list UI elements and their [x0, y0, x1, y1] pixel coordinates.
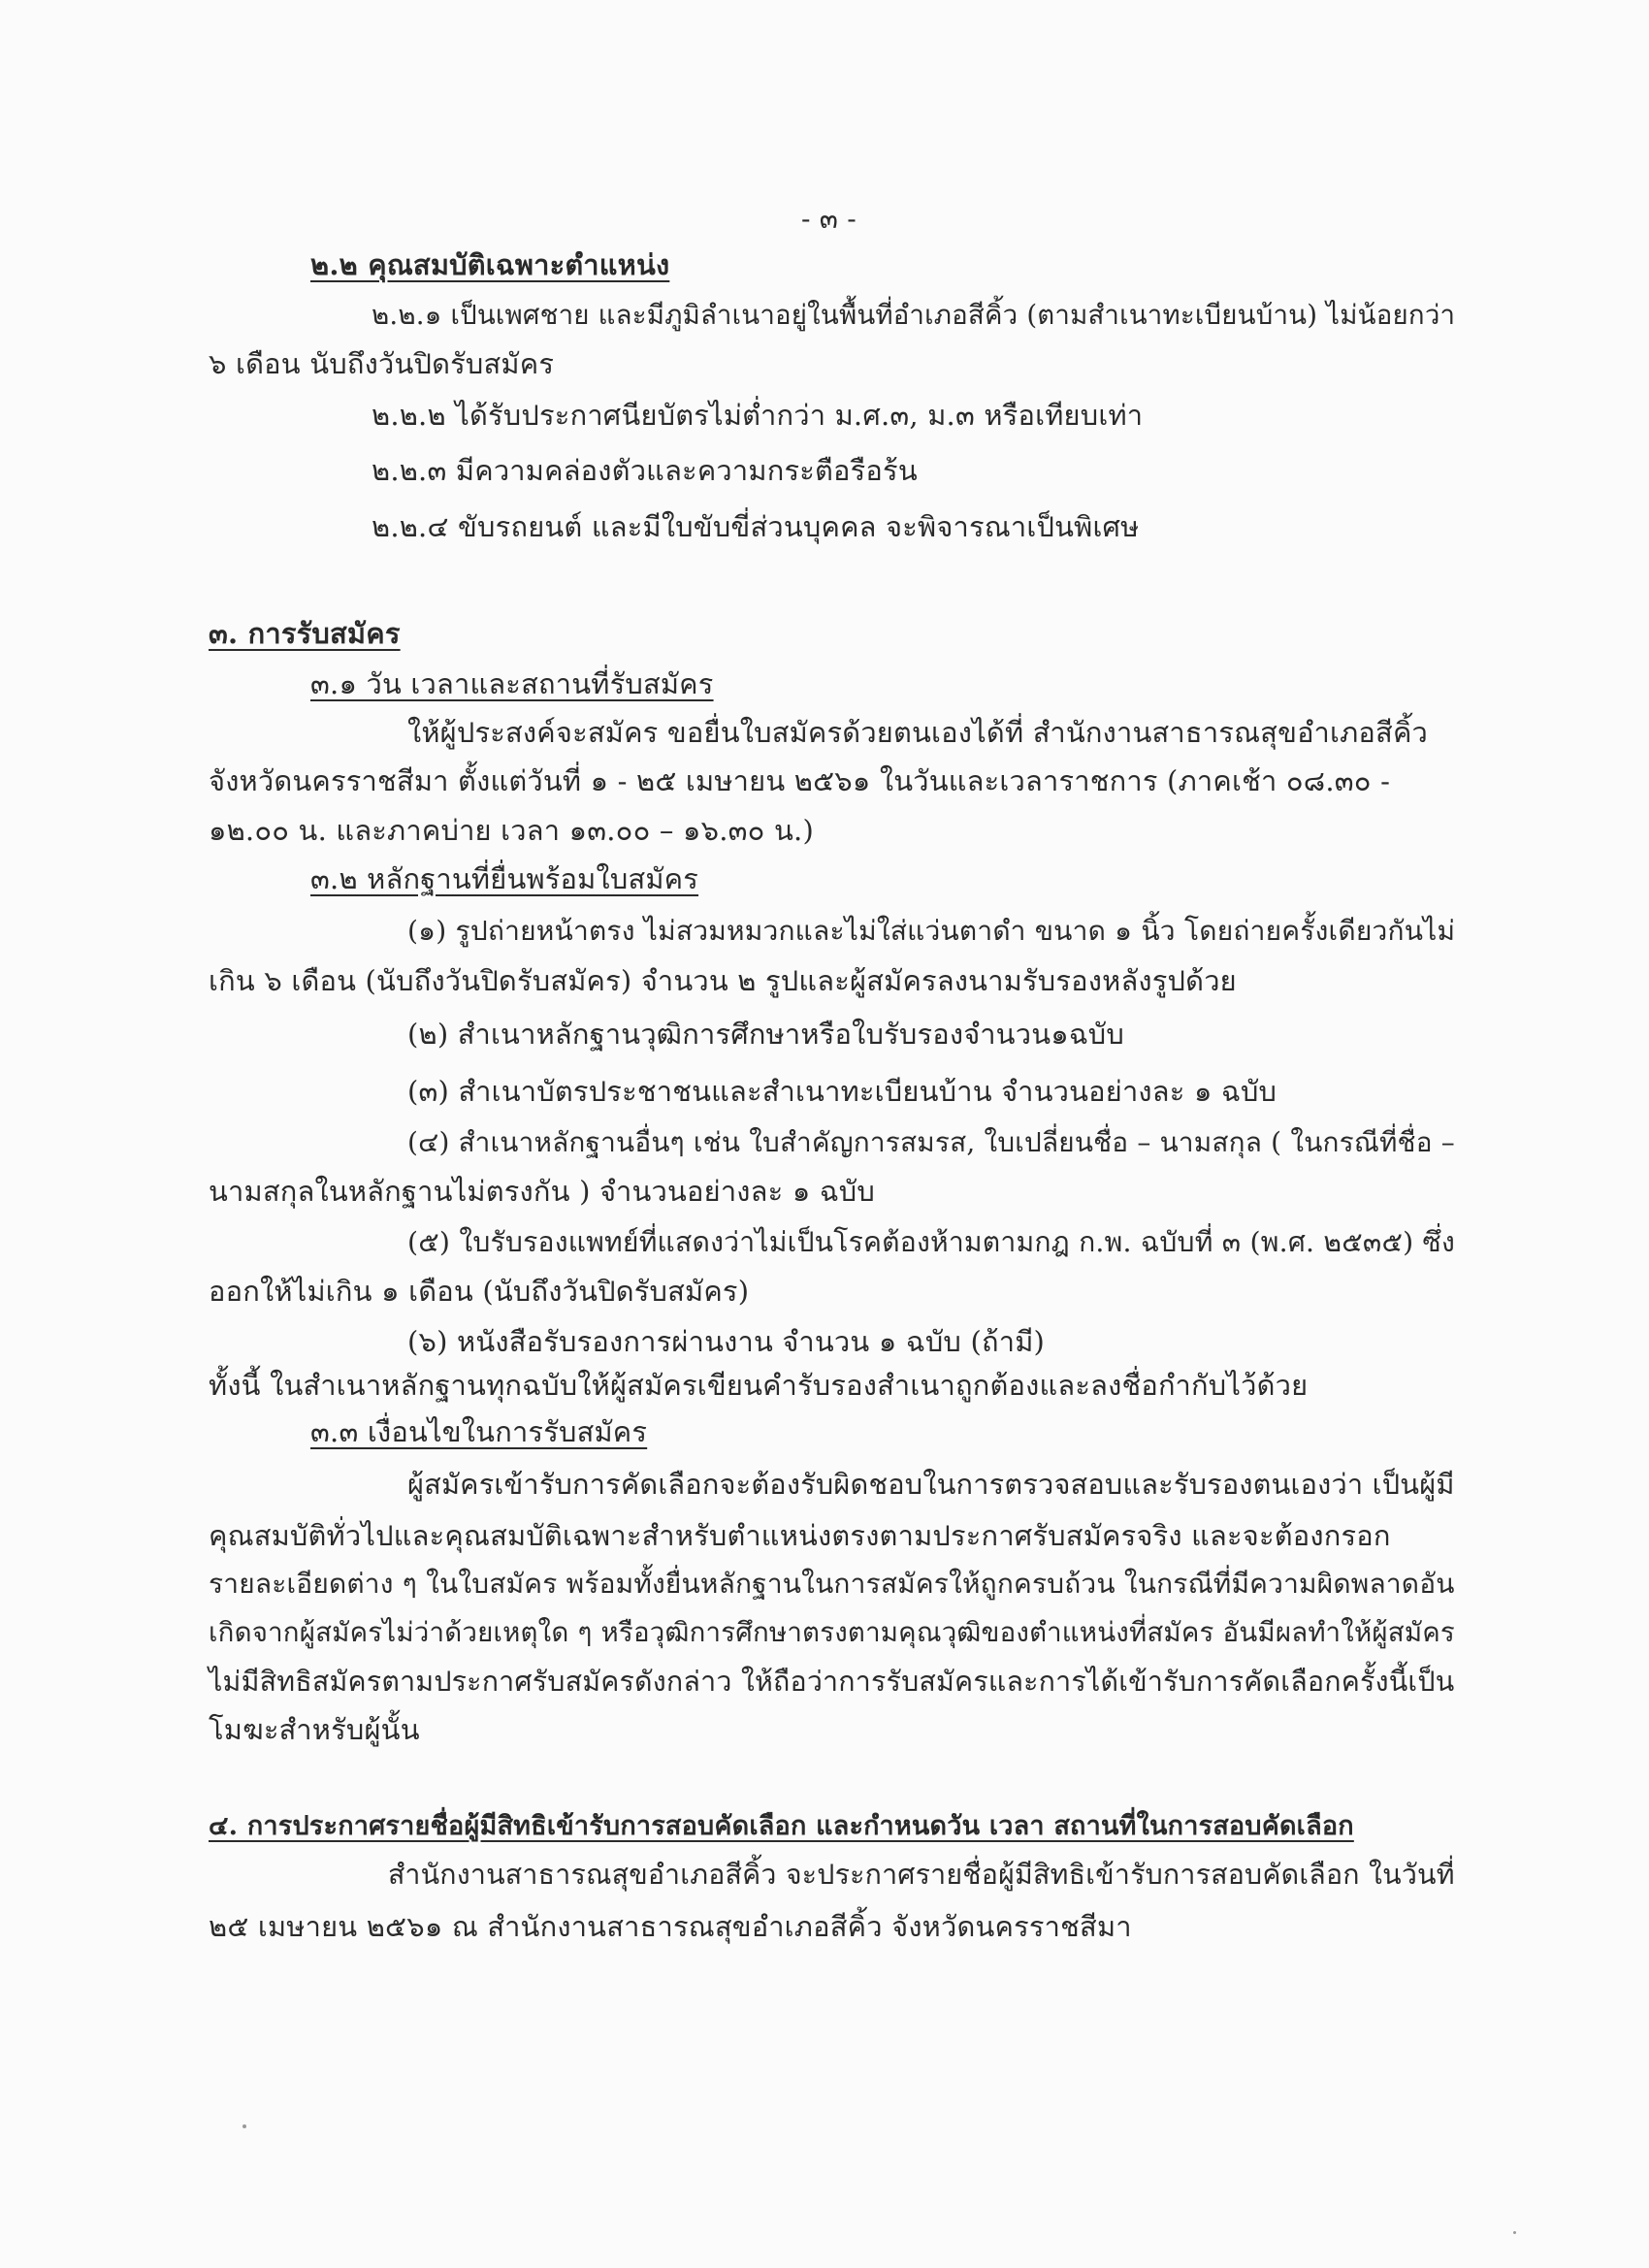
section-2-2-item-1-line2: ๖ เดือน นับถึงวันปิดรับสมัคร	[209, 347, 555, 380]
section-2-2-heading: ๒.๒ คุณสมบัติเฉพาะตำแหน่ง	[310, 248, 670, 281]
section-2-2-item-4: ๒.๒.๔ ขับรถยนต์ และมีใบขับขี่ส่วนบุคคล จะพิจารณาเป็นพิเศษ	[372, 510, 1140, 543]
section-3-2-item-1-line1: (๑) รูปถ่ายหน้าตรง ไม่สวมหมวกและไม่ใส่แว่นตาดำ ขนาด ๑ นิ้ว โดยถ่ายครั้งเดียวกันไม่	[407, 915, 1456, 947]
section-3-heading: ๓. การรับสมัคร	[209, 617, 401, 650]
section-3-2-item-2: (๒) สำเนาหลักฐานวุฒิการศึกษาหรือใบรับรองจำนวน๑ฉบับ	[407, 1018, 1124, 1051]
section-3-2-item-4-line1: (๔) สำเนาหลักฐานอื่นๆ เช่น ใบสำคัญการสมรส, ใบเปลี่ยนชื่อ – นามสกุล ( ในกรณีที่ชื่อ –	[407, 1126, 1455, 1158]
section-3-2-heading: ๓.๒ หลักฐานที่ยื่นพร้อมใบสมัคร	[310, 862, 699, 895]
section-3-1-line3: ๑๒.๐๐ น. และภาคบ่าย เวลา ๑๓.๐๐ – ๑๖.๓๐ น.)	[209, 814, 814, 847]
scan-speck	[1513, 2231, 1516, 2234]
section-3-2-item-3: (๓) สำเนาบัตรประชาชนและสำเนาทะเบียนบ้าน จำนวนอย่างละ ๑ ฉบับ	[407, 1075, 1277, 1108]
section-3-3-line6: โมฆะสำหรับผู้นั้น	[209, 1713, 420, 1746]
section-2-2-item-3: ๒.๒.๓ มีความคล่องตัวและความกระตือรือร้น	[372, 454, 918, 487]
section-3-2-item-5-line1: (๕) ใบรับรองแพทย์ที่แสดงว่าไม่เป็นโรคต้องห้ามตามกฎ ก.พ. ฉบับที่ ๓ (พ.ศ. ๒๕๓๕) ซึ่ง	[407, 1226, 1455, 1258]
section-2-2-item-1-line1: ๒.๒.๑ เป็นเพศชาย และมีภูมิลำเนาอยู่ในพื้นที่อำเภอสีคิ้ว (ตามสำเนาทะเบียนบ้าน) ไม่น้อยกว่า	[372, 299, 1456, 331]
section-3-3-heading: ๓.๓ เงื่อนไขในการรับสมัคร	[310, 1415, 648, 1448]
section-4-heading: ๔. การประกาศรายชื่อผู้มีสิทธิเข้ารับการสอบคัดเลือก และกำหนดวัน เวลา สถานที่ในการสอบคัดเลือก	[209, 1811, 1354, 1841]
section-3-3-line2: คุณสมบัติทั่วไปและคุณสมบัติเฉพาะสำหรับตำแหน่งตรงตามประกาศรับสมัครจริง และจะต้องกรอก	[209, 1519, 1391, 1552]
section-3-3-line4: เกิดจากผู้สมัครไม่ว่าด้วยเหตุใด ๆ หรือวุฒิการศึกษาตรงตามคุณวุฒิของตำแหน่งที่สมัคร อันมีผลทำให้ผู้สมัคร	[209, 1616, 1455, 1648]
section-3-2-note: ทั้งนี้ ในสำเนาหลักฐานทุกฉบับให้ผู้สมัครเขียนคำรับรองสำเนาถูกต้องและลงชื่อกำกับไว้ด้วย	[209, 1369, 1309, 1402]
section-3-1-heading: ๓.๑ วัน เวลาและสถานที่รับสมัคร	[310, 667, 714, 700]
section-3-1-line1: ให้ผู้ประสงค์จะสมัคร ขอยื่นใบสมัครด้วยตนเองได้ที่ สำนักงานสาธารณสุขอำเภอสีคิ้ว	[407, 716, 1429, 749]
section-3-3-line3: รายละเอียดต่าง ๆ ในใบสมัคร พร้อมทั้งยื่นหลักฐานในการสมัครให้ถูกครบถ้วน ในกรณีที่มีความผิดพลาดอัน	[209, 1568, 1455, 1600]
section-3-3-line1: ผู้สมัครเข้ารับการคัดเลือกจะต้องรับผิดชอบในการตรวจสอบและรับรองตนเองว่า เป็นผู้มี	[407, 1468, 1455, 1501]
page-number: - ๓ -	[801, 203, 857, 235]
section-3-2-item-4-line2: นามสกุลในหลักฐานไม่ตรงกัน ) จำนวนอย่างละ ๑ ฉบับ	[209, 1175, 876, 1208]
section-2-2-item-2: ๒.๒.๒ ได้รับประกาศนียบัตรไม่ต่ำกว่า ม.ศ.๓, ม.๓ หรือเทียบเท่า	[372, 399, 1144, 432]
section-3-2-item-5-line2: ออกให้ไม่เกิน ๑ เดือน (นับถึงวันปิดรับสมัคร)	[209, 1275, 750, 1308]
section-3-2-item-6: (๖) หนังสือรับรองการผ่านงาน จำนวน ๑ ฉบับ (ถ้ามี)	[407, 1325, 1046, 1358]
section-4-line1: สำนักงานสาธารณสุขอำเภอสีคิ้ว จะประกาศรายชื่อผู้มีสิทธิเข้ารับการสอบคัดเลือก ในวันที่	[388, 1859, 1455, 1891]
section-3-3-line5: ไม่มีสิทธิสมัครตามประกาศรับสมัครดังกล่าว ให้ถือว่าการรับสมัครและการได้เข้ารับการคัดเลือกครั้งนี้เป็น	[209, 1665, 1455, 1698]
section-4-line2: ๒๕ เมษายน ๒๕๖๑ ณ สำนักงานสาธารณสุขอำเภอสีคิ้ว จังหวัดนครราชสีมา	[209, 1910, 1132, 1943]
scan-speck	[242, 2124, 246, 2128]
section-3-2-item-1-line2: เกิน ๖ เดือน (นับถึงวันปิดรับสมัคร) จำนวน ๒ รูปและผู้สมัครลงนามรับรองหลังรูปด้วย	[209, 964, 1237, 997]
section-3-1-line2: จังหวัดนครราชสีมา ตั้งแต่วันที่ ๑ - ๒๕ เมษายน ๒๕๖๑ ในวันและเวลาราชการ (ภาคเช้า ๐๘.๓๐ -	[209, 764, 1391, 797]
